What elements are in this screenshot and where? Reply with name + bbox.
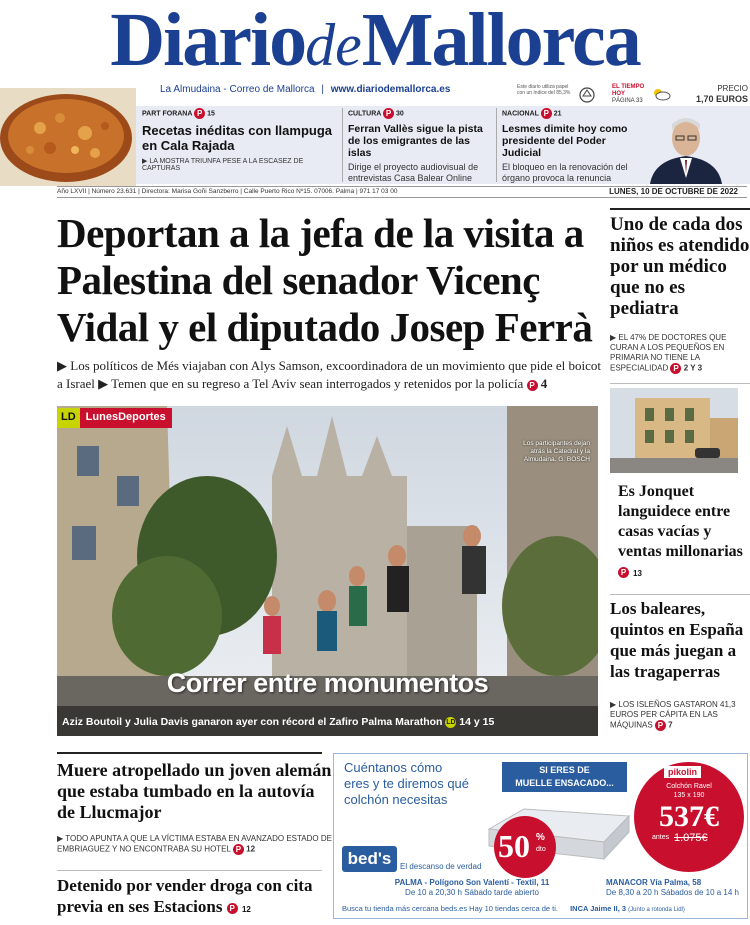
weather-label: EL TIEMPO HOY (612, 84, 645, 97)
bottom-story-atropellado[interactable]: Muere atropellado un joven alemán que estaba tumbado en la autovía de Llucmajor (57, 760, 332, 822)
ad-manacor-address: MANACOR Vía Palma, 58 (606, 878, 702, 887)
teaser-nacional[interactable] (502, 108, 642, 184)
page-badge-icon: P (227, 903, 238, 914)
pikolin-before-price: 1.075€ (674, 832, 708, 844)
ad-search: Busca tu tienda más cercana beds.es Hay 10 tiendas cerca de ti. (342, 904, 558, 913)
masthead-title-de: de (305, 12, 362, 78)
right-story2-page: 13 (633, 569, 642, 578)
page-badge-icon: P (618, 567, 629, 578)
main-subhead: ▶ Los políticos de Més viajaban con Alys Samson, excoordinadora de un movimiento que pide el boicot a Israel ▶ Temen que en su regreso a Tel Aviv sean interrogados y retenidos por la policía P 4 (57, 358, 601, 391)
page-badge-icon: P (194, 108, 205, 119)
right-story-tragaperras[interactable]: Los baleares, quintos en España que más juegan a las tragaperras (610, 599, 744, 681)
teaser-headline: Ferran Vallès sigue la pista de los emigrantes de las islas (348, 123, 483, 159)
ld-badge-icon: LD (446, 718, 456, 726)
teaser-part-forana[interactable]: PART FORANA P 15 Recetas inéditas con llampuga en Cala Rajada ▶ LA MOSTRA TRIUNFA PESE A LA ESCASEZ DE CAPTURAS (142, 108, 337, 172)
ad-footer (342, 904, 742, 913)
bottom-story1-page: 12 (246, 844, 256, 854)
es-jonquet-illustration (610, 388, 738, 473)
subline-papers: La Almudaina - Correo de Mallorca (160, 84, 315, 95)
lesmes-portrait[interactable] (640, 108, 732, 184)
recycle-icon (578, 86, 596, 104)
teaser-section: NACIONAL (502, 110, 539, 118)
price-box (680, 84, 748, 104)
weather-box (612, 84, 657, 105)
ad-si-eres: SI ERES DE (539, 765, 590, 775)
main-headline[interactable]: Deportan a la jefa de la visita a Palestina del senador Vicenç Vidal y el diputado Josep Ferrà (57, 210, 593, 350)
lunes-deportes-badge[interactable] (57, 408, 172, 428)
photo-caption (62, 716, 592, 728)
teaser-cultura[interactable] (348, 108, 493, 184)
ad-manacor (606, 878, 746, 898)
right-story-tragaperras-sub: ▶ LOS ISLEÑOS GASTARON 41,3 EUROS PER CÁPITA EN LAS MÁQUINAS P 7 (610, 700, 736, 730)
ad-manacor-hours: De 8,30 a 20 h Sábados de 10 a 14 h (606, 888, 739, 897)
bottom-story-atropellado-sub: ▶ TODO APUNTA A QUE LA VÍCTIMA ESTABA EN AVANZADO ESTADO DE EMBRIAGUEZ Y NO ENCONTRABA SU HOTEL P 12 (57, 834, 332, 854)
es-jonquet-photo[interactable] (610, 388, 738, 473)
masthead-title-mallorca: Mallorca (361, 0, 640, 82)
teaser-section: PART FORANA (142, 110, 193, 118)
pikolin-before-label: antes (652, 834, 670, 841)
page-badge-icon: P (527, 380, 538, 391)
right-story-pediatra-sub: ▶ EL 47% DE DOCTORES QUE CURAN A LOS PEQUEÑOS EN PRIMARIA NO TIENE LA ESPECIALIDAD P 2 Y 3 (610, 333, 727, 373)
main-page: 4 (540, 376, 548, 391)
main-sub-1: Los políticos de Més viajaban con Alys Samson, excoordinadora de un movimiento que pide el boicot a Israel (57, 358, 601, 391)
ad-line3: colchón necesitas (344, 792, 448, 807)
price-value: 1,70 EUROS (695, 94, 748, 104)
ld-label: LD (57, 408, 80, 428)
teaser-kicker: LA MOSTRA TRIUNFA PESE A LA ESCASEZ DE CAPTURAS (142, 158, 304, 172)
photo-title[interactable]: Correr entre monumentos (166, 668, 489, 698)
ad-dto: dto (536, 846, 546, 853)
photo-note (520, 440, 590, 464)
masthead[interactable] (0, 0, 750, 80)
photo-caption-pages: 14 y 15 (459, 716, 495, 728)
teaser-section: CULTURA (348, 110, 382, 118)
ad-question (344, 760, 514, 808)
ad-inca: INCA Jaime II, 3 (570, 904, 627, 913)
ad-muelle: MUELLE ENSACADO... (515, 778, 614, 788)
teaser-sub: Dirige el proyecto audiovisual de entrevistas Casa Balear Online (348, 162, 479, 183)
ad-line2: eres y te diremos qué (344, 776, 470, 791)
photo-credit: G. BOSCH (558, 456, 590, 463)
right-story-jonquet[interactable] (618, 482, 748, 584)
ad-muelle-box (502, 762, 627, 792)
teaser-headline: Lesmes dimite hoy como presidente del Poder Judicial (502, 123, 628, 159)
page-badge-icon: P (655, 720, 666, 731)
pikolin-price: 537€ (659, 800, 719, 833)
page-badge-icon: P (233, 844, 244, 855)
ad-pct: % (536, 832, 545, 843)
bottom-story-droga[interactable] (57, 875, 332, 920)
teaser-sub: El bloqueo en la renovación del órgano provoca la renuncia (502, 162, 628, 183)
pikolin-model: Colchón Ravel (666, 783, 712, 790)
right-story1-page: 2 Y 3 (683, 363, 703, 373)
teaser-headline: Recetas inéditas con llampuga en Cala Rajada (142, 123, 333, 153)
right-story3-page: 7 (668, 720, 673, 730)
photo-caption-text: Aziz Boutoil y Julia Davis ganaron ayer con récord el Zafiro Palma Marathon (62, 716, 443, 728)
teaser-page: 21 (553, 110, 562, 118)
bottom-story2-page: 12 (241, 905, 251, 914)
page-badge-icon: P (541, 108, 552, 119)
ad-inca-note: (Junto a rotonda Lidl) (628, 907, 685, 913)
right-story2-text: Es Jonquet languidece entre casas vacías y ventas millonarias (618, 483, 743, 560)
subline (160, 84, 510, 95)
main-sub-2: Temen que en su regreso a Tel Aviv sean interrogados y retenidos por la policía (111, 376, 524, 391)
right-story1-sub-text: EL 47% DE DOCTORES QUE CURAN A LOS PEQUEÑOS EN PRIMARIA NO TIENE LA ESPECIALIDAD (610, 333, 727, 373)
weather-page: PÁGINA 33 (612, 98, 643, 104)
pikolin-logo: pikolin (664, 766, 701, 778)
info-line: Año LXVII | Número 23.631 | Directora: Marisa Goñi Sanzberro | Calle Puerto Rico Nº15. 07006. Palma | 971 17 03 00 (57, 186, 747, 198)
beds-advertisement[interactable] (333, 753, 748, 919)
ad-palma-address: PALMA - Polígono Son Valentí - Textil, 11 (394, 878, 550, 887)
beds-logo: bed's (342, 846, 397, 872)
pikolin-model-box (634, 782, 744, 800)
ad-palma-hours: De 10 a 20,30 h Sábado tarde abierto (405, 888, 539, 897)
teaser-page: 30 (395, 110, 404, 118)
photo-note-text: Los participantes dejan atrás la Catedral y la Almudaina. (523, 440, 590, 463)
pikolin-size: 135 x 190 (673, 792, 705, 799)
bottom-story2-text: Detenido por vender droga con cita previa en ses Estacions (57, 876, 313, 916)
subline-sep: | (321, 84, 324, 95)
teaser-page: 15 (207, 110, 215, 118)
price-label: PRECIO (717, 84, 748, 93)
site-url[interactable]: www.diariodemallorca.es (330, 84, 451, 95)
page-badge-icon: P (383, 108, 394, 119)
page-badge-icon: P (670, 363, 681, 374)
masthead-title-diario: Diario (110, 0, 306, 82)
print-info: Este diario utiliza papel con un índice del 85,3% (517, 84, 571, 96)
ad-discount: 50 (498, 828, 530, 864)
issue-date: LUNES, 10 DE OCTUBRE DE 2022 (609, 187, 738, 196)
right-story3-sub-text: LOS ISLEÑOS GASTARON 41,3 EUROS PER CÁPITA EN LAS MÁQUINAS (610, 700, 736, 730)
ad-tagline: El descanso de verdad (400, 862, 482, 871)
paella-photo[interactable] (0, 88, 136, 186)
ad-line1: Cuéntanos cómo (344, 760, 443, 775)
bottom-story1-sub-text: TODO APUNTA A QUE LA VÍCTIMA ESTABA EN AVANZADO ESTADO DE EMBRIAGUEZ Y NO ENCONTRABA SU HOTEL (57, 834, 332, 854)
ad-palma (342, 878, 602, 898)
right-story-pediatra[interactable]: Uno de cada dos niños es atendido por un médico que no es pediatra (610, 214, 750, 319)
lunes-deportes-label: LunesDeportes (80, 408, 172, 428)
